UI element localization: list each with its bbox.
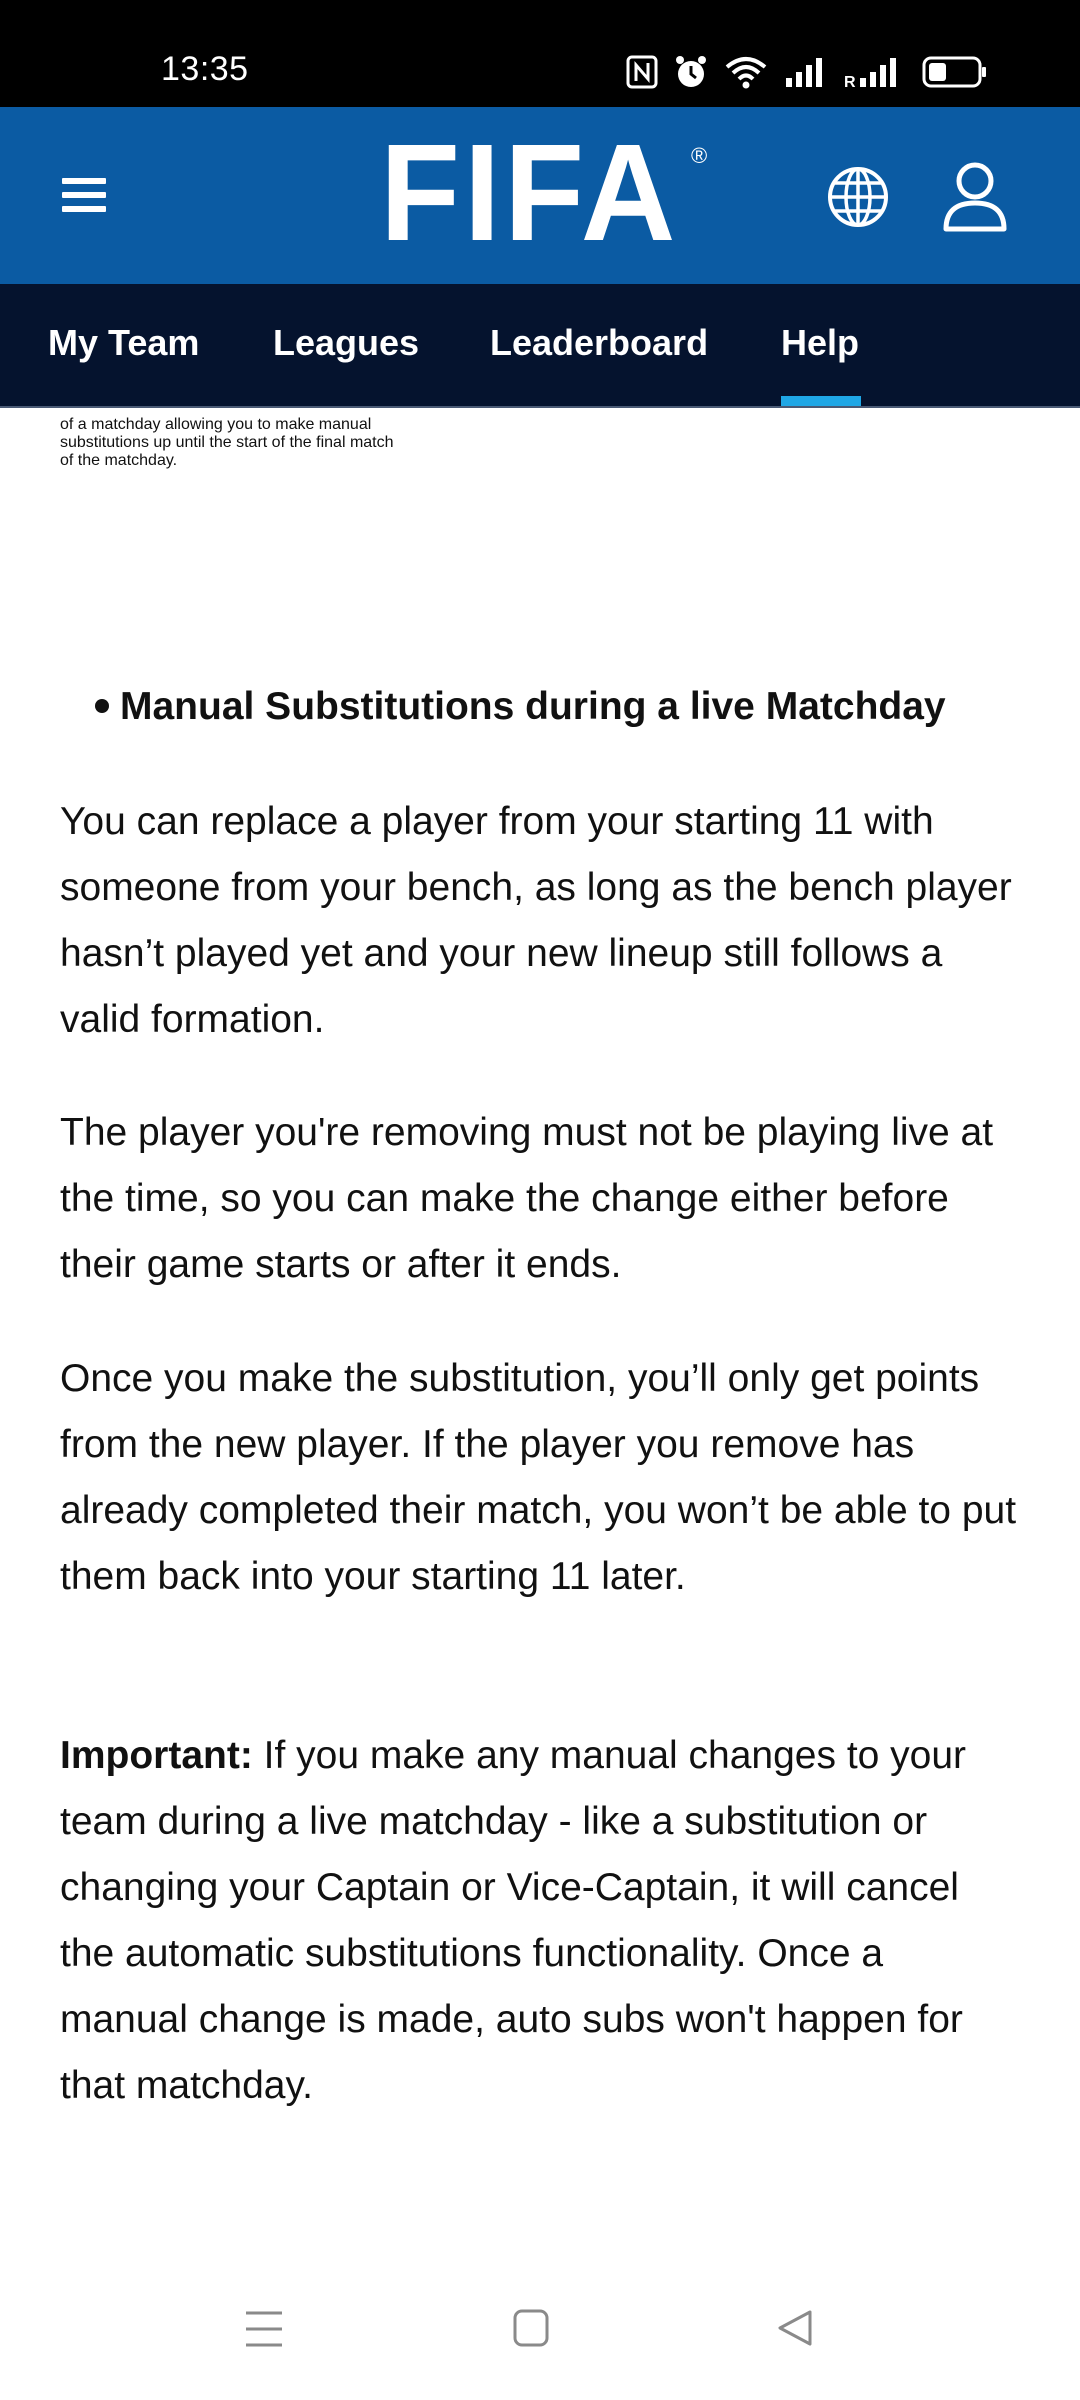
menu-line <box>62 178 106 184</box>
tab-my-team[interactable]: My Team <box>48 322 200 363</box>
help-article <box>60 408 1020 2208</box>
recents-icon[interactable] <box>244 2308 284 2350</box>
tab-leagues[interactable]: Leagues <box>273 322 420 363</box>
nfc-icon <box>626 55 658 89</box>
battery-icon <box>922 55 988 89</box>
status-icons <box>626 52 988 92</box>
menu-line <box>62 206 106 212</box>
tab-help[interactable]: Help <box>781 322 860 363</box>
status-bar <box>0 0 1080 107</box>
svg-text:R: R <box>844 74 856 88</box>
important-paragraph <box>60 1723 1020 2119</box>
globe-icon[interactable] <box>826 165 890 229</box>
signal-icon <box>784 56 828 88</box>
signal-roaming-icon <box>844 56 906 88</box>
text-line: of a matchday allowing you to make manual <box>60 416 372 433</box>
text-line: substitutions up until the start of the final match <box>60 434 394 451</box>
status-time: 13:35 <box>161 50 249 88</box>
important-text: If you make any manual changes to your team during a live matchday - like a substitution or changing your Captain or Vice-Captain, it will cancel the automatic substitutions functionality. Once a manual change is made, auto subs won't happen for that matchday. <box>60 1734 967 2107</box>
main-tabs <box>0 284 1080 408</box>
app-header <box>0 107 1080 284</box>
user-icon[interactable] <box>942 161 1008 233</box>
important-label: Important: <box>60 1734 253 1777</box>
alarm-icon <box>674 54 708 90</box>
active-tab-indicator <box>781 396 861 406</box>
paragraph: Once you make the substitution, you’ll only get points from the new player. If the player you remove has already completed their match, you won’t be able to put them back into your starting 11 later. <box>60 1357 1017 1598</box>
bullet-text: Manual Substitutions during a live Matchday <box>120 685 946 728</box>
back-icon[interactable] <box>776 2308 814 2348</box>
home-icon[interactable] <box>512 2308 550 2348</box>
paragraph-continued <box>60 416 1020 470</box>
paragraph: You can replace a player from your starting 11 with someone from your bench, as long as the bench player hasn’t played yet and your new lineup still follows a valid formation. <box>60 800 1012 1041</box>
paragraph: The player you're removing must not be playing live at the time, so you can make the change either before their game starts or after it ends. <box>60 1111 994 1286</box>
bullet-dot <box>60 674 120 740</box>
logo-text: FIFA <box>380 116 680 270</box>
bullet-heading <box>60 674 1020 740</box>
hamburger-menu-icon[interactable] <box>62 169 122 221</box>
tab-leaderboard[interactable]: Leaderboard <box>490 322 709 363</box>
text-line: of the matchday. <box>60 452 178 469</box>
registered-mark: ® <box>690 143 708 168</box>
wifi-icon <box>724 55 768 89</box>
fifa-logo[interactable] <box>380 116 708 270</box>
menu-line <box>62 192 106 198</box>
system-navigation-bar <box>0 2280 1080 2390</box>
